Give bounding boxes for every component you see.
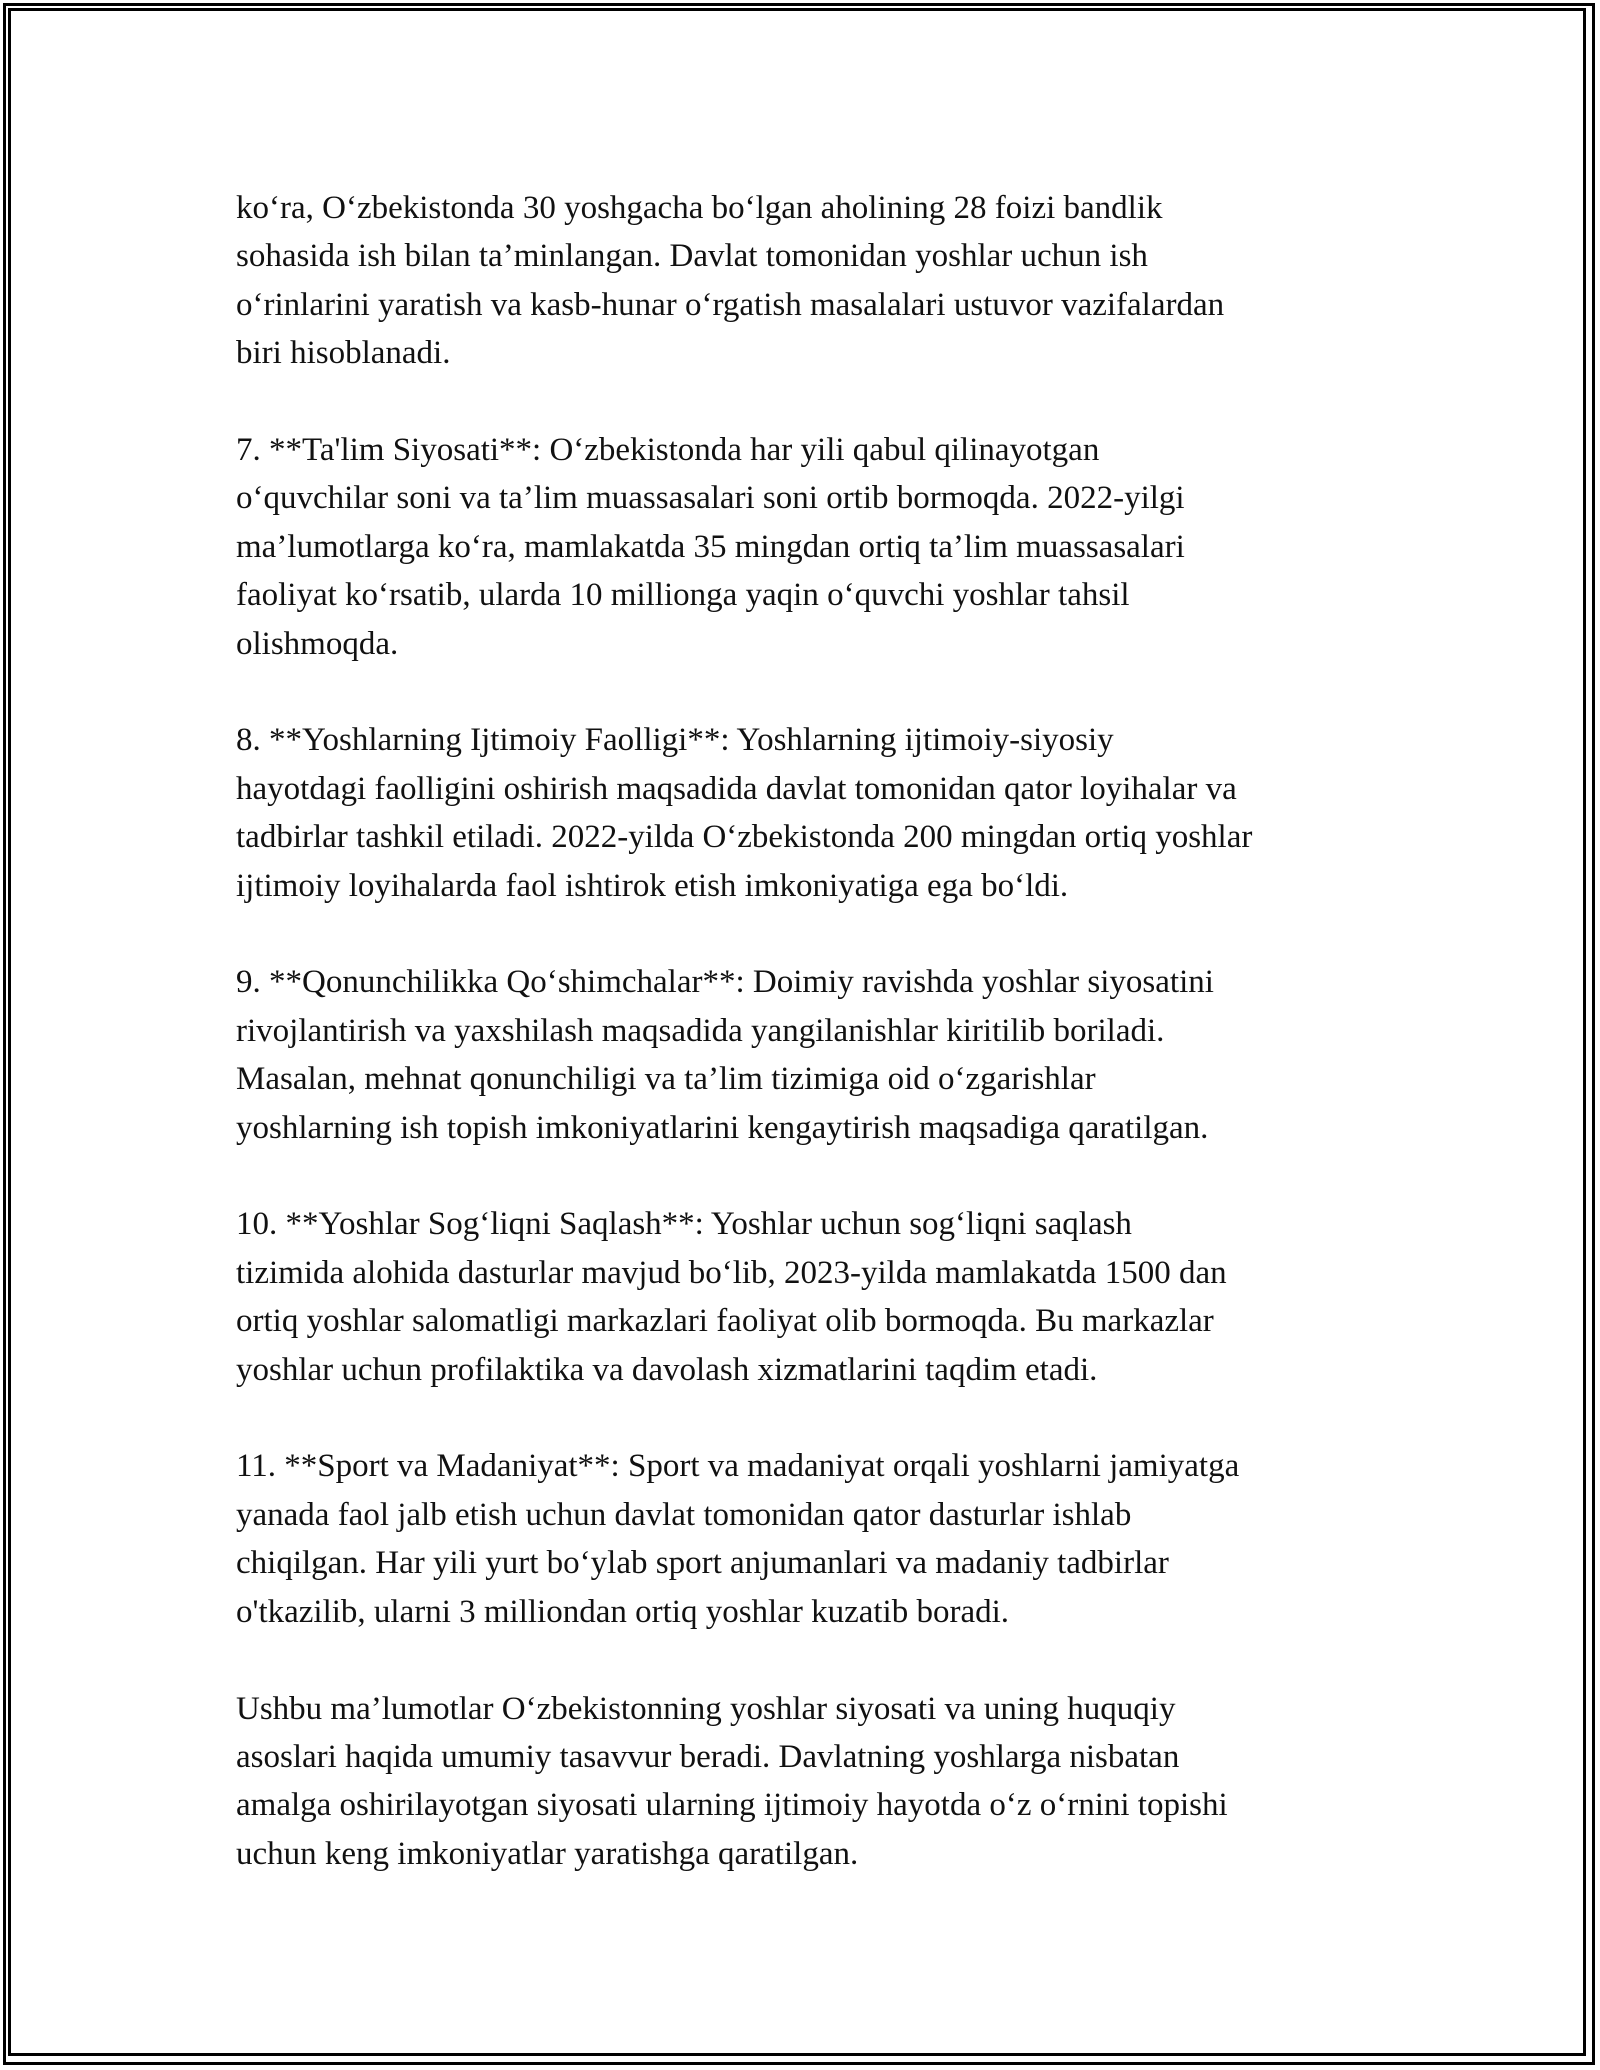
- paragraph-legislation: 9. **Qonunchilikka Qo‘shimchalar**: Doimiy ravishda yoshlar siyosatini rivojlantirish va yaxshilash maqsadida yangilanishlar kiritilib boriladi. Masalan, mehnat qonunchiligi va ta’lim tizimiga oid o‘zgarishlar yoshlarning ish topish imkoniyatlarini kengaytirish maqsadiga qaratilgan.: [236, 964, 1214, 1146]
- document-body: [236, 184, 1386, 1927]
- paragraph-employment-continuation: ko‘ra, O‘zbekistonda 30 yoshgacha bo‘lgan aholining 28 foizi bandlik sohasida ish bilan ta’minlangan. Davlat tomonidan yoshlar uchun ish o‘rinlarini yaratish va kasb-hunar o‘rgatish masalalari ustuvor vazifalardan biri hisoblanadi.: [236, 190, 1225, 372]
- paragraph-sport-culture: 11. **Sport va Madaniyat**: Sport va madaniyat orqali yoshlarni jamiyatga yanada faol jalb etish uchun davlat tomonidan qator dasturlar ishlab chiqilgan. Har yili yurt bo‘ylab sport anjumanlari va madaniy tadbirlar o'tkazilib, ularni 3 milliondan ortiq yoshlar kuzatib boradi.: [236, 1448, 1240, 1630]
- paragraph-health: 10. **Yoshlar Sog‘liqni Saqlash**: Yoshlar uchun sog‘liqni saqlash tizimida alohida dasturlar mavjud bo‘lib, 2023-yilda mamlakatda 1500 dan ortiq yoshlar salomatligi markazlari faoliyat olib bormoqda. Bu markazlar yoshlar uchun profilaktika va davolash xizmatlarini taqdim etadi.: [236, 1206, 1227, 1388]
- paragraph-education-policy: 7. **Ta'lim Siyosati**: O‘zbekistonda har yili qabul qilinayotgan o‘quvchilar soni va ta’lim muassasalari soni ortib bormoqda. 2022-yilgi ma’lumotlarga ko‘ra, mamlakatda 35 mingdan ortiq ta’lim muassasalari faoliyat ko‘rsatib, ularda 10 millionga yaqin o‘quvchi yoshlar tahsil olishmoqda.: [236, 432, 1185, 662]
- paragraph-social-activity: 8. **Yoshlarning Ijtimoiy Faolligi**: Yoshlarning ijtimoiy-siyosiy hayotdagi faolligini oshirish maqsadida davlat tomonidan qator loyihalar va tadbirlar tashkil etiladi. 2022-yilda O‘zbekistonda 200 mingdan ortiq yoshlar ijtimoiy loyihalarda faol ishtirok etish imkoniyatiga ega bo‘ldi.: [236, 722, 1253, 904]
- paragraph-conclusion: Ushbu ma’lumotlar O‘zbekistonning yoshlar siyosati va uning huquqiy asoslari haqida umumiy tasavvur beradi. Davlatning yoshlarga nisbatan amalga oshirilayotgan siyosati ularning ijtimoiy hayotda o‘z o‘rnini topishi uchun keng imkoniyatlar yaratishga qaratilgan.: [236, 1690, 1228, 1872]
